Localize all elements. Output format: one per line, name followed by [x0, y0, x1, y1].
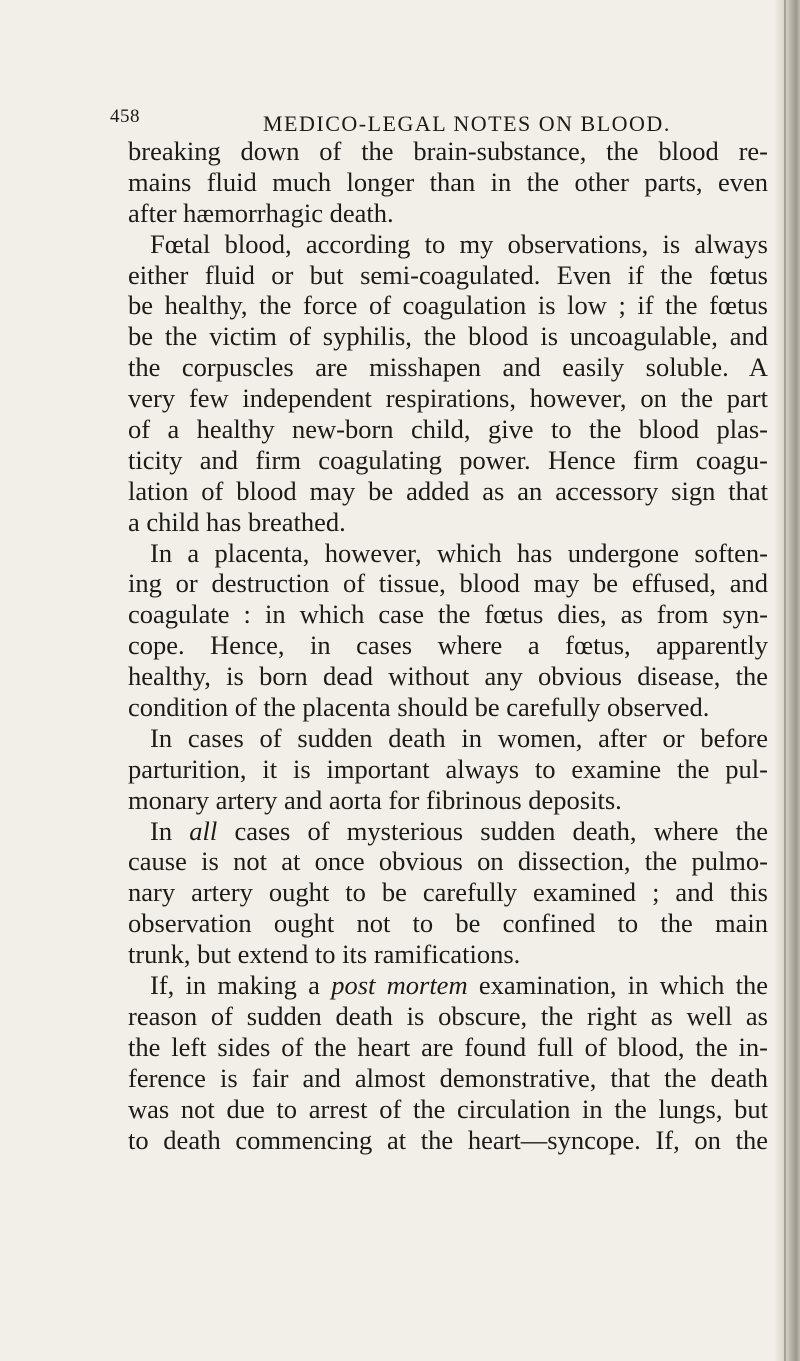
text-fragment: If, in making a	[150, 970, 320, 1001]
text-line: mains fluid much longer than in the other parts, even	[128, 166, 768, 197]
emphasis: all	[189, 815, 218, 846]
text-line: cope. Hence, in cases where a fœtus, apparently	[128, 630, 768, 661]
text-line: be the victim of syphilis, the blood is uncoagulable, and	[128, 321, 768, 352]
text-line: coagulate : in which case the fœtus dies, as from syn-	[128, 599, 768, 630]
text-line: ing or destruction of tissue, blood may be effused, and	[128, 568, 768, 599]
text-line: lation of blood may be added as an accessory sign that	[128, 475, 768, 506]
text-line: ference is fair and almost demonstrative, that the death	[128, 1062, 768, 1093]
text-line: to death commencing at the heart—syncope. If, on the	[128, 1124, 768, 1155]
text-line: parturition, it is important always to examine the pul-	[128, 753, 768, 784]
text-line: after hæmorrhagic death.	[128, 197, 394, 228]
text-line: was not due to arrest of the circulation in the lungs, but	[128, 1093, 768, 1124]
text-line	[128, 970, 768, 1001]
body-text	[128, 136, 768, 1155]
text-line: the corpuscles are misshapen and easily soluble. A	[128, 352, 768, 383]
page-gutter-line	[784, 0, 786, 1361]
text-line: Fœtal blood, according to my observations, is always	[150, 228, 768, 259]
text-line: In cases of sudden death in women, after or before	[150, 722, 768, 753]
text-line: reason of sudden death is obscure, the right as well as	[128, 1000, 768, 1031]
emphasis: post mortem	[331, 970, 468, 1001]
text-line: monary artery and aorta for fibrinous deposits.	[128, 784, 622, 815]
text-line: trunk, but extend to its ramifications.	[128, 939, 521, 970]
page-number: 458	[110, 106, 140, 127]
text-line: observation ought not to be confined to the main	[128, 908, 768, 939]
text-line: the left sides of the heart are found full of blood, the in-	[128, 1031, 768, 1062]
running-head: MEDICO-LEGAL NOTES ON BLOOD.	[263, 111, 671, 136]
text-line: condition of the placenta should be carefully observed.	[128, 692, 710, 723]
text-line: ticity and firm coagulating power. Hence firm coagu-	[128, 444, 768, 475]
text-line: a child has breathed.	[128, 506, 346, 537]
text-line: breaking down of the brain-substance, the blood re-	[128, 136, 768, 166]
text-line: In a placenta, however, which has undergone soften-	[150, 537, 768, 568]
text-fragment: examination, in which the	[478, 970, 769, 1001]
text-line	[128, 816, 768, 847]
text-fragment: cases of mysterious sudden death, where the	[234, 815, 769, 846]
text-line: cause is not at once obvious on dissection, the pulmo-	[128, 846, 768, 877]
text-line: healthy, is born dead without any obvious disease, the	[128, 661, 768, 692]
text-fragment: In	[150, 815, 173, 846]
text-line: be healthy, the force of coagulation is low ; if the fœtus	[128, 290, 768, 321]
text-line: either fluid or but semi-coagulated. Even if the fœtus	[128, 259, 768, 290]
text-line: of a healthy new-born child, give to the blood plas-	[128, 414, 768, 445]
text-line: nary artery ought to be carefully examined ; and this	[128, 877, 768, 908]
text-line: very few independent respirations, however, on the part	[128, 383, 768, 414]
page-edge-shadow	[774, 0, 800, 1361]
